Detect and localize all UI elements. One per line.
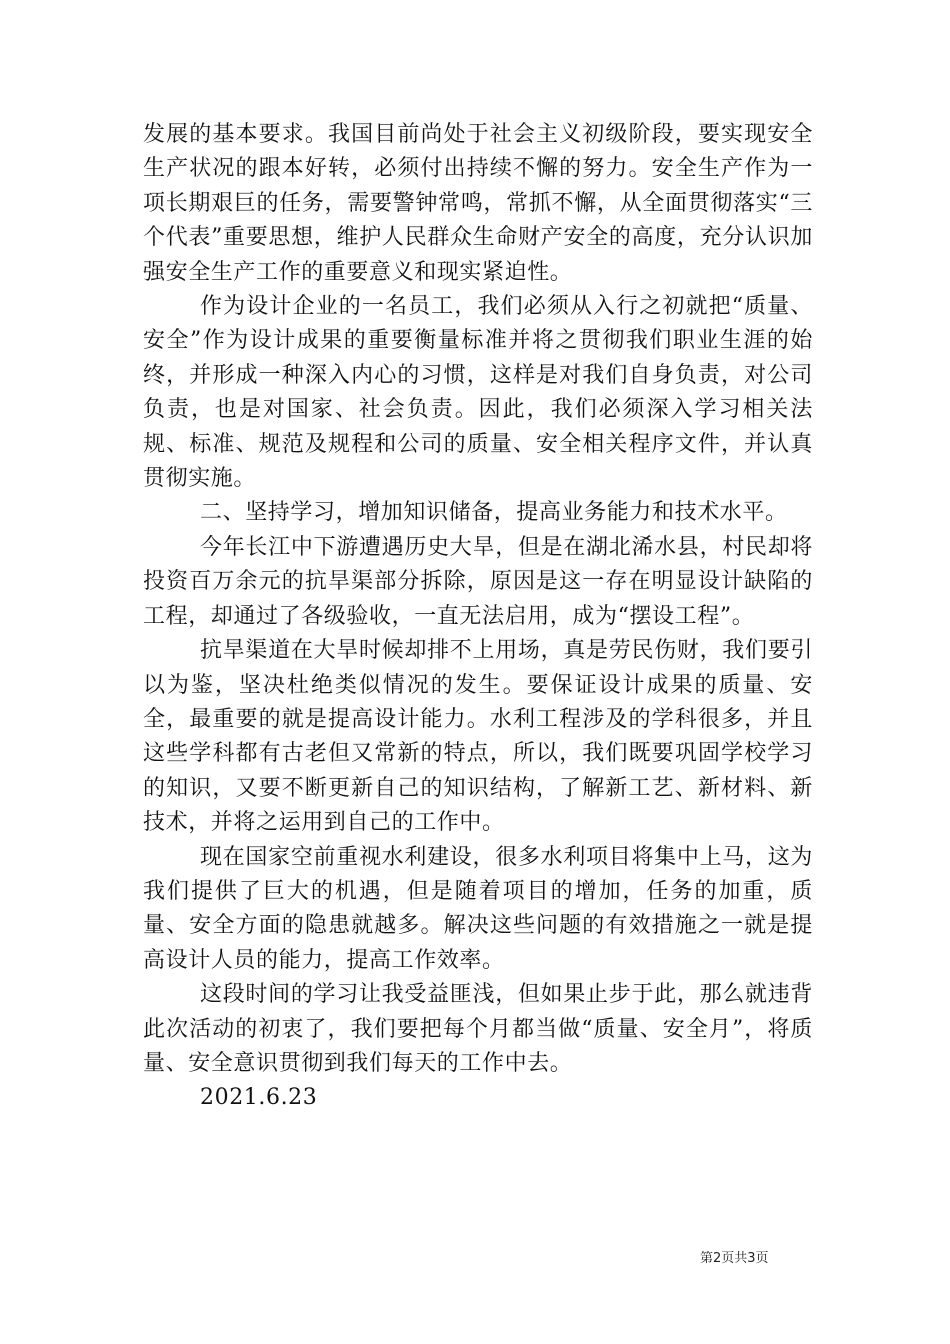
paragraph-continuation: 发展的基本要求。我国目前尚处于社会主义初级阶段，要实现安全生产状况的跟本好转，必须付出持续不懈的努力。安全生产作为一项长期艰巨的任务，需要警钟常鸣，常抓不懈，从全面贯彻落实“三个代表”重要思想，维护人民群众生命财产安全的高度，充分认识加强安全生产工作的重要意义和现实紧迫性。 bbox=[143, 122, 813, 285]
paragraph-drought-case: 今年长江中下游遭遇历史大旱，但是在湖北浠水县，村民却将投资百万余元的抗旱渠部分拆除，原因是这一存在明显设计缺陷的工程，却通过了各级验收，一直无法启用，成为“摆设工程”。 bbox=[143, 534, 813, 629]
page-number: 第2页共3页 bbox=[700, 1251, 769, 1266]
document-date: 2021.6.23 bbox=[200, 1085, 318, 1111]
paragraph-design-responsibility: 作为设计企业的一名员工，我们必须从入行之初就把“质量、安全”作为设计成果的重要衡量标准并将之贯彻我们职业生涯的始终，并形成一种深入内心的习惯，这样是对我们自身负责，对公司负责，也是对国家、社会负责。因此，我们必须深入学习相关法规、标准、规范及规程和公司的质量、安全相关程序文件，并认真贯彻实施。 bbox=[143, 294, 813, 492]
paragraph-water-projects: 现在国家空前重视水利建设，很多水利项目将集中上马，这为我们提供了巨大的机遇，但是随着项目的增加，任务的加重，质量、安全方面的隐患就越多。解决这些问题的有效措施之一就是提高设计人员的能力，提高工作效率。 bbox=[143, 844, 813, 973]
document-body bbox=[143, 118, 813, 1116]
paragraph-design-capability: 抗旱渠道在大旱时候却排不上用场，真是劳民伤财，我们要引以为鉴，坚决杜绝类似情况的发生。要保证设计成果的质量、安全，最重要的就是提高设计能力。水利工程涉及的学科很多，并且这些学科都有古老但又常新的特点，所以，我们既要巩固学校学习的知识，又要不断更新自己的知识结构，了解新工艺、新材料、新技术，并将之运用到自己的工作中。 bbox=[143, 638, 813, 836]
section-heading-learning: 二、坚持学习，增加知识储备，提高业务能力和技术水平。 bbox=[200, 500, 788, 526]
paragraph-conclusion: 这段时间的学习让我受益匪浅，但如果止步于此，那么就违背此次活动的初衷了，我们要把每个月都当做“质量、安全月”，将质量、安全意识贯彻到我们每天的工作中去。 bbox=[143, 982, 813, 1076]
